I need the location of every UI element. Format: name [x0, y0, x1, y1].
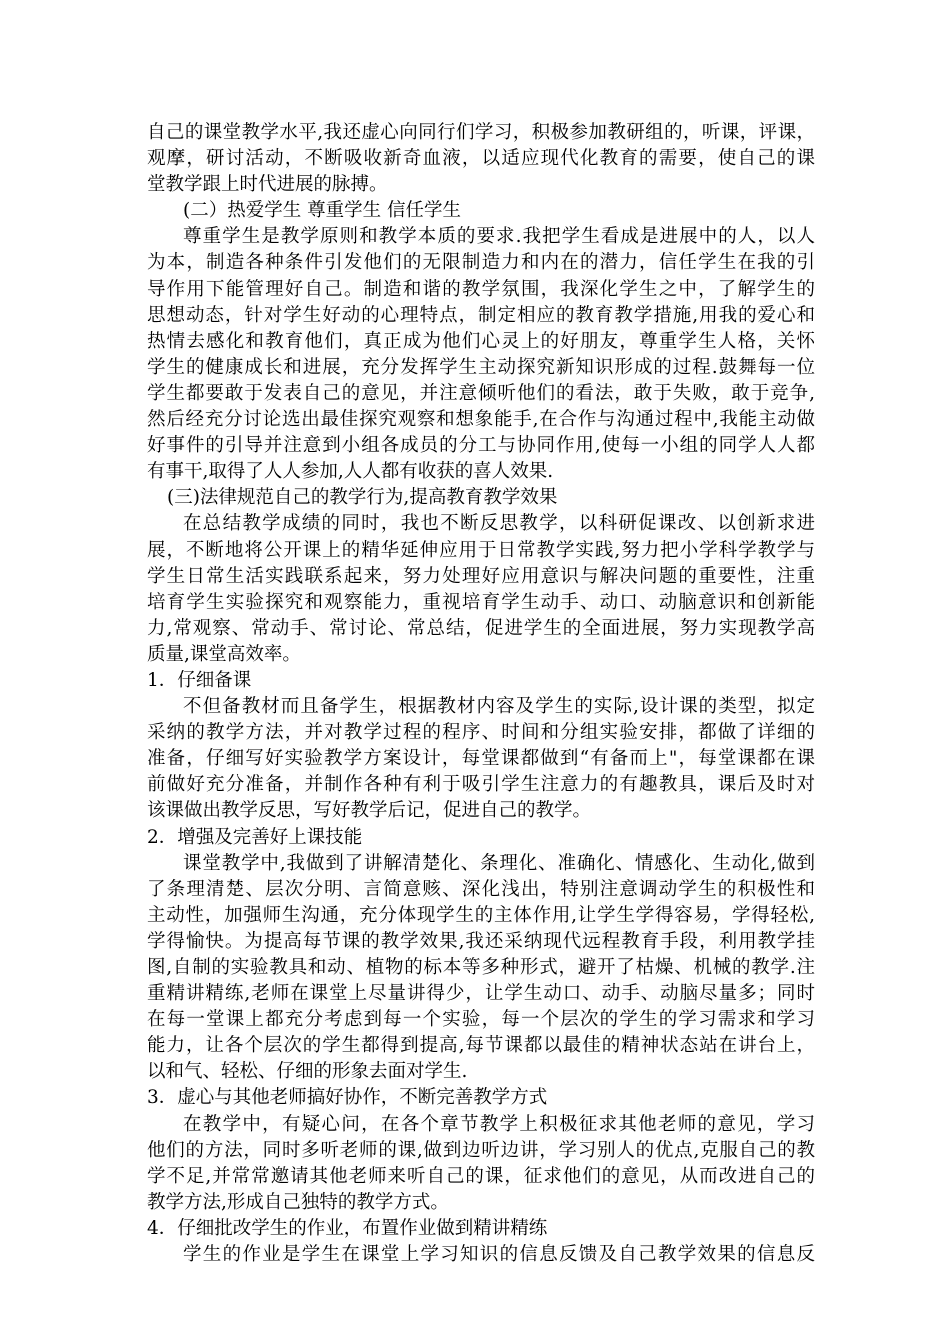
text-line: 重精讲精练,老师在课堂上尽量讲得少，让学生动口、动手、动脑尽量多；同时 [147, 983, 815, 1005]
text-line: 不但备教材而且备学生，根据教材内容及学生的实际,设计课的类型，拟定 [183, 696, 815, 718]
text-line: 课堂教学中,我做到了讲解清楚化、条理化、准确化、情感化、生动化,做到 [183, 852, 815, 874]
text-line: 热情去感化和教育他们，真正成为他们心灵上的好朋友，尊重学生人格，关怀 [147, 330, 815, 352]
text-line: 有事干,取得了人人参加,人人都有收获的喜人效果. [147, 461, 554, 483]
text-line: 学生的作业是学生在课堂上学习知识的信息反馈及自己教学效果的信息反 [183, 1244, 815, 1266]
text-line: 以和气、轻松、仔细的形象去面对学生. [147, 1061, 468, 1083]
text-line: 学不足,并常常邀请其他老师来听自己的课，征求他们的意见，从而改进自己的 [147, 1165, 815, 1187]
text-line: 学生的健康成长和进展，充分发挥学生主动探究新知识形成的过程.鼓舞每一位 [147, 356, 815, 378]
text-line: 在每一堂课上都充分考虑到每一个实验，每一个层次的学生的学习需求和学习 [147, 1009, 815, 1031]
text-line: 图,自制的实验教具和动、植物的标本等多种形式，避开了枯燥、机械的教学.注 [147, 957, 815, 978]
text-line: 尊重学生是教学原则和教学本质的要求.我把学生看成是进展中的人，以人 [183, 226, 815, 248]
text-line: 堂教学跟上时代进展的脉搏。 [147, 174, 388, 196]
text-line: 学生日常生活实践联系起来，努力处理好应用意识与解决问题的重要性，注重 [147, 565, 815, 587]
text-line: 4．仔细批改学生的作业，布置作业做到精讲精练 [147, 1217, 548, 1239]
text-line: 该课做出教学反思，写好教学后记，促进自己的教学。 [147, 800, 592, 822]
text-line: 学得愉快。为提高每节课的教学效果,我还采纳现代远程教育手段，利用教学挂 [147, 930, 815, 952]
text-line: 在总结教学成绩的同时，我也不断反思教学，以科研促课改、以创新求进 [183, 513, 815, 535]
text-line: 展，不断地将公开课上的精华延伸应用于日常教学实践,努力把小学科学教学与 [147, 539, 815, 561]
text-line: 观摩，研讨活动，不断吸收新奇血液，以适应现代化教育的需要，使自己的课 [147, 148, 815, 170]
text-line: 导作用下能管理好自己。制造和谐的教学氛围，我深化学生之中，了解学生的 [147, 278, 815, 300]
text-line: 好事件的引导并注意到小组各成员的分工与协同作用,使每一小组的同学人人都 [147, 435, 815, 457]
text-line: (三)法律规范自己的教学行为,提高教育教学效果 [167, 487, 558, 509]
text-line: 主动性，加强师生沟通，充分体现学生的主体作用,让学生学得容易，学得轻松, [147, 904, 815, 926]
text-line: 1．仔细备课 [147, 669, 252, 691]
text-line: 能力，让各个层次的学生都得到提高,每节课都以最佳的精神状态站在讲台上， [147, 1035, 815, 1057]
text-line: 准备，仔细写好实验教学方案设计，每堂课都做到“有备而上"，每堂课都在课 [147, 748, 815, 770]
text-line: 学生都要敢于发表自己的意见，并注意倾听他们的看法，敢于失败，敢于竞争, [147, 382, 815, 404]
text-line: 采纳的教学方法，并对教学过程的程序、时间和分组实验安排，都做了详细的 [147, 722, 815, 744]
text-line: 为本，制造各种条件引发他们的无限制造力和内在的潜力，信任学生在我的引 [147, 252, 815, 274]
text-line: 2．增强及完善好上课技能 [147, 826, 363, 848]
document-page [147, 120, 815, 1268]
text-line: 在教学中，有疑心问，在各个章节教学上积极征求其他老师的意见，学习 [183, 1113, 815, 1135]
text-line: 他们的方法，同时多听老师的课,做到边听边讲，学习别人的优点,克服自己的教 [147, 1139, 815, 1161]
text-line: (二）热爱学生 尊重学生 信任学生 [183, 200, 461, 222]
text-line: 教学方法,形成自己独特的教学方式。 [147, 1191, 449, 1213]
text-line: 前做好充分准备，并制作各种有利于吸引学生注意力的有趣教具，课后及时对 [147, 774, 815, 796]
text-line: 力,常观察、常动手、常讨论、常总结，促进学生的全面进展，努力实现教学高 [147, 617, 815, 639]
text-line: 然后经充分讨论选出最佳探究观察和想象能手,在合作与沟通过程中,我能主动做 [147, 409, 815, 431]
text-line: 培育学生实验探究和观察能力，重视培育学生动手、动口、动脑意识和创新能 [147, 591, 815, 613]
text-line: 了条理清楚、层次分明、言简意赅、深化浅出，特别注意调动学生的积极性和 [147, 878, 815, 900]
text-line: 质量,课堂高效率。 [147, 643, 301, 665]
text-line: 自己的课堂教学水平,我还虚心向同行们学习，积极参加教研组的，听课，评课， [147, 122, 815, 143]
text-line: 3．虚心与其他老师搞好协作，不断完善教学方式 [147, 1087, 548, 1109]
text-line: 思想动态，针对学生好动的心理特点，制定相应的教育教学措施,用我的爱心和 [147, 304, 815, 326]
